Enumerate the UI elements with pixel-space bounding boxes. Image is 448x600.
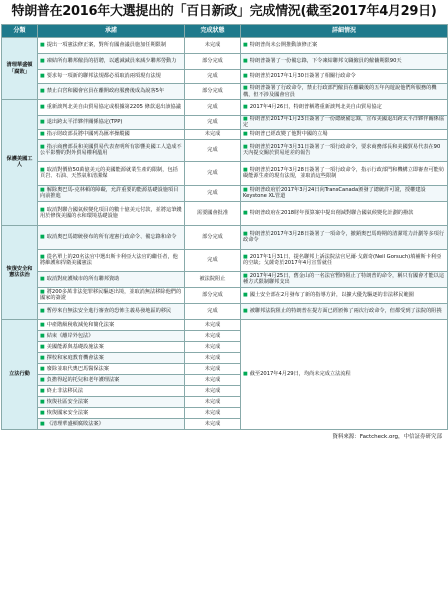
detail-cell xyxy=(241,249,448,271)
bullet-icon: ■ xyxy=(40,343,45,350)
bullet-icon: ■ xyxy=(40,42,45,49)
detail-cell xyxy=(241,225,448,249)
detail-cell xyxy=(241,70,448,84)
bullet-icon: ■ xyxy=(243,104,248,111)
status-cell: 完成 xyxy=(185,185,241,201)
status-cell: 被法院阻止 xyxy=(185,271,241,287)
detail-text: 特朗普尚未公開推動該修正案 xyxy=(249,42,318,49)
promise-cell xyxy=(38,100,185,116)
promise-cell xyxy=(38,363,185,374)
bullet-icon: ■ xyxy=(243,210,248,217)
detail-text: 2017年4月25日，舊金山的一名法官暫時阻止了特朗普的命令，稱只有國會才能以這種方式限制聯邦支出 xyxy=(243,272,445,286)
category-cell: 保護美國工人 xyxy=(2,100,38,226)
table-row xyxy=(2,38,448,54)
detail-text: 特朗普政府於2017年3月24日向TransCanada頒發了總統許可證，授權建設Keystone XL管道 xyxy=(243,186,426,200)
promise-text: 退出跨太平洋夥伴關係協定(TPP) xyxy=(46,119,123,126)
table-row xyxy=(2,116,448,130)
table-row xyxy=(2,70,448,84)
table-row xyxy=(2,161,448,185)
status-cell: 完成 xyxy=(185,100,241,116)
promise-cell xyxy=(38,38,185,54)
status-cell: 部分完成 xyxy=(185,84,241,100)
detail-cell xyxy=(241,54,448,70)
detail-cell xyxy=(241,201,448,225)
table-row xyxy=(2,201,448,225)
bullet-icon: ■ xyxy=(40,73,45,80)
status-cell: 未完成 xyxy=(185,129,241,139)
promise-text: 《清理華盛頓腐敗法案》 xyxy=(46,420,104,427)
status-cell: 未完成 xyxy=(185,319,241,330)
status-cell: 未完成 xyxy=(185,396,241,407)
detail-cell xyxy=(241,116,448,130)
table-row xyxy=(2,287,448,303)
bullet-icon: ■ xyxy=(243,272,248,279)
status-cell: 未完成 xyxy=(185,374,241,385)
promise-cell xyxy=(38,374,185,385)
detail-cell xyxy=(241,271,448,287)
table-row xyxy=(2,54,448,70)
table-row xyxy=(2,139,448,161)
detail-text: 特朗普已經改變了他對中國的立場 xyxy=(249,131,328,138)
bullet-icon: ■ xyxy=(40,409,45,416)
detail-cell xyxy=(241,319,448,429)
bullet-icon: ■ xyxy=(40,365,45,372)
detail-text: 國土安全部在2月發布了新的指導方針，以擴大優先驅逐的非法移民範圍 xyxy=(249,292,414,299)
promise-text: 要求每一項新的聯邦法規都必須取消兩項現有法規 xyxy=(46,73,161,80)
promise-text: 恢復社區安全法案 xyxy=(46,398,89,405)
table-header-row xyxy=(2,25,448,38)
promise-text: 恢復國家安全法案 xyxy=(46,409,89,416)
promise-cell xyxy=(38,396,185,407)
detail-text: 特朗普於2017年3月31日簽署了一項行政命令，要求商務部長和美國貿易代表在90天內提交關於貿易逆差的報告 xyxy=(243,143,441,157)
bullet-icon: ■ xyxy=(40,143,45,150)
detail-cell xyxy=(241,100,448,116)
promise-text: 將200多萬非法犯罪移民驅逐出境，並取消無法移除他們的國家的簽證 xyxy=(40,288,182,302)
promise-cell xyxy=(38,385,185,396)
promise-text: 重新談判北美自由貿易協定或根據第2205 條款退出該協議 xyxy=(46,104,181,111)
table-row xyxy=(2,100,448,116)
detail-cell xyxy=(241,185,448,201)
promise-text: 指示商務部長和美國貿易代表查明所有影響美國工人造成不公平影響的對外貿易權利濫用 xyxy=(40,143,182,157)
bullet-icon: ■ xyxy=(243,85,248,92)
status-cell: 未完成 xyxy=(185,38,241,54)
promise-cell xyxy=(38,319,185,330)
promise-text: 負擔得起的托兒和老年護理法案 xyxy=(46,376,120,383)
detail-text: 特朗普於2017年1月23日簽署了一份總統備忘錄，宣布美國退出跨太平洋夥伴關係協定 xyxy=(243,116,445,129)
detail-text: 特朗普簽署了行政命令，禁止行政部門僱員在離職後的五年內遊說他們所服務的機構，但不涉及國會官員 xyxy=(243,85,437,98)
promise-text: 擇校和家庭教育機會法案 xyxy=(46,354,104,361)
promise-text: 禁止白宮和國會官員在離開政府服務後成為說客5年 xyxy=(46,88,165,95)
promise-text: 提出一項憲法修正案，對所有國會議員施加任期限制 xyxy=(46,42,167,49)
promise-cell xyxy=(38,139,185,161)
detail-text: 特朗普於2017年3月28日簽署了一項行政命令，指示行政部門和機構立即審查可能妨礙能源生產的現有法規，並取消這些限制 xyxy=(243,166,445,180)
promise-cell xyxy=(38,225,185,249)
promise-text: 結束《離岸外包法》 xyxy=(46,332,94,339)
promise-text: 暫停來自無法安全進行審查的恐怖主義易發地區的移民 xyxy=(46,308,172,315)
promise-cell xyxy=(38,271,185,287)
bullet-icon: ■ xyxy=(243,371,248,378)
promise-cell xyxy=(38,201,185,225)
promise-text: 美國能源與基礎設施法案 xyxy=(46,343,104,350)
header-detail: 詳細情況 xyxy=(241,25,448,38)
status-cell: 部分完成 xyxy=(185,54,241,70)
bullet-icon: ■ xyxy=(40,58,45,65)
status-cell: 完成 xyxy=(185,161,241,185)
bullet-icon: ■ xyxy=(243,253,248,260)
promise-cell xyxy=(38,54,185,70)
bullet-icon: ■ xyxy=(40,234,45,241)
status-cell: 未完成 xyxy=(185,330,241,341)
header-status: 完成狀態 xyxy=(185,25,241,38)
promise-cell xyxy=(38,161,185,185)
table-row xyxy=(2,271,448,287)
bullet-icon: ■ xyxy=(243,166,248,173)
promise-cell xyxy=(38,330,185,341)
bullet-icon: ■ xyxy=(40,387,45,394)
bullet-icon: ■ xyxy=(243,292,248,299)
status-cell: 未完成 xyxy=(185,352,241,363)
status-cell: 未完成 xyxy=(185,418,241,429)
status-cell: 部分完成 xyxy=(185,225,241,249)
bullet-icon: ■ xyxy=(40,166,45,173)
category-cell: 清理華盛頓「腐敗」 xyxy=(2,38,38,100)
header-category: 分類 xyxy=(2,25,38,38)
detail-cell xyxy=(241,287,448,303)
promise-text: 凍結所有聯邦僱員的招聘，以遞減減員來減少聯邦勞動力 xyxy=(46,58,177,65)
bullet-icon: ■ xyxy=(243,308,248,315)
header-promise: 承諾 xyxy=(38,25,185,38)
bullet-icon: ■ xyxy=(243,116,248,122)
bullet-icon: ■ xyxy=(40,321,45,328)
promise-text: 解除奧巴馬-克林頓的障礙，允許重要的能源基礎設施項目向前推進 xyxy=(40,186,179,200)
promise-cell xyxy=(38,418,185,429)
detail-cell xyxy=(241,139,448,161)
table-row xyxy=(2,84,448,100)
promise-cell xyxy=(38,303,185,319)
promise-text: 取消對庇護城市的所有聯邦資助 xyxy=(46,276,120,283)
table-row xyxy=(2,319,448,330)
detail-cell xyxy=(241,161,448,185)
bullet-icon: ■ xyxy=(40,119,45,126)
promise-text: 指示財政部長將中國列為匯率操縱國 xyxy=(46,131,130,138)
category-cell: 立法行動 xyxy=(2,319,38,429)
detail-text: 2017年1月31日，提名聯邦上訴法院法官尼爾·戈薩奇(Neil Gorsuch)填補斯卡利亞的空缺；戈薩奇於2017年4月宣誓就任 xyxy=(243,253,442,267)
status-cell: 需要國會批准 xyxy=(185,201,241,225)
bullet-icon: ■ xyxy=(243,143,248,150)
status-cell: 未完成 xyxy=(185,341,241,352)
bullet-icon: ■ xyxy=(243,186,248,193)
promise-cell xyxy=(38,129,185,139)
detail-text: 特朗普簽署了一份備忘錄，下令凍結聯邦文職僱員的僱傭期限90天 xyxy=(249,58,402,65)
detail-text: 截至2017年4月29日，均尚未完成立法流程 xyxy=(249,371,351,378)
promise-cell xyxy=(38,84,185,100)
bullet-icon: ■ xyxy=(40,376,45,383)
status-cell: 完成 xyxy=(185,303,241,319)
bullet-icon: ■ xyxy=(40,104,45,111)
promise-text: 終止非法移民法 xyxy=(46,387,84,394)
bullet-icon: ■ xyxy=(40,308,45,315)
status-cell: 未完成 xyxy=(185,385,241,396)
bullet-icon: ■ xyxy=(40,332,45,339)
promise-cell xyxy=(38,70,185,84)
bullet-icon: ■ xyxy=(40,88,45,95)
detail-cell xyxy=(241,303,448,319)
promise-text: 取消對聯合國氣候變化項目的數十億美元付款，並將這筆錢用於修復美國的水和環境基礎設施 xyxy=(40,206,182,220)
promise-text: 從名單上的20名法官中選出斯卡利亞大法官的繼任者，他將維護和捍衛美國憲法 xyxy=(40,253,178,267)
category-cell: 恢復安全和憲法法治 xyxy=(2,225,38,319)
bullet-icon: ■ xyxy=(243,230,248,237)
table-row xyxy=(2,185,448,201)
promise-text: 廢除並取代奧巴馬醫保法案 xyxy=(46,365,109,372)
bullet-icon: ■ xyxy=(40,131,45,138)
detail-cell xyxy=(241,38,448,54)
table-row xyxy=(2,225,448,249)
detail-cell xyxy=(241,129,448,139)
bullet-icon: ■ xyxy=(40,253,45,260)
source-footer: 資料來源：Factcheck.org，中信証券研究部 xyxy=(332,433,442,440)
status-cell: 完成 xyxy=(185,249,241,271)
bullet-icon: ■ xyxy=(40,276,45,283)
bullet-icon: ■ xyxy=(40,288,45,295)
status-cell: 未完成 xyxy=(185,407,241,418)
bullet-icon: ■ xyxy=(243,131,248,138)
table-row xyxy=(2,249,448,271)
promise-cell xyxy=(38,116,185,130)
table-body xyxy=(2,38,448,430)
bullet-icon: ■ xyxy=(40,186,45,193)
detail-text: 特朗普政府在2018財年預算案中提出削減對聯合國氣候變化計劃的撥款 xyxy=(249,210,414,217)
detail-text: 特朗普於2017年1月30日簽署了相關行政命令 xyxy=(249,73,356,80)
detail-text: 被聯邦法院阻止的特朗普在提方面已經頒佈了兩次行政命令，但都受到了法院的阻撓 xyxy=(249,308,442,315)
promise-table xyxy=(1,24,448,430)
status-cell: 完成 xyxy=(185,139,241,161)
bullet-icon: ■ xyxy=(40,206,45,213)
bullet-icon: ■ xyxy=(40,354,45,361)
promise-text: 中產階級稅收減免和簡化法案 xyxy=(46,321,115,328)
status-cell: 部分完成 xyxy=(185,287,241,303)
table-row xyxy=(2,129,448,139)
promise-cell xyxy=(38,249,185,271)
promise-cell xyxy=(38,341,185,352)
table-row xyxy=(2,303,448,319)
detail-text: 特朗普於2017年3月28日簽署了一項命令，撤銷奧巴馬時期的清潔電力計劃等多項行政命令 xyxy=(243,230,445,244)
page-title: 特朗普在2016年大選提出的「百日新政」完成情況(截至2017年4月29日) xyxy=(11,4,437,19)
status-cell: 完成 xyxy=(185,116,241,130)
promise-cell xyxy=(38,185,185,201)
bullet-icon: ■ xyxy=(40,398,45,405)
bullet-icon: ■ xyxy=(40,420,45,427)
promise-cell xyxy=(38,407,185,418)
bullet-icon: ■ xyxy=(243,42,248,49)
status-cell: 未完成 xyxy=(185,363,241,374)
bullet-icon: ■ xyxy=(243,58,248,65)
promise-text: 取消奧巴馬總統發布的所有違憲行政命令、備忘錄和命令 xyxy=(46,234,177,241)
promise-cell xyxy=(38,287,185,303)
promise-text: 取消對價值50萬億美元的美國能源就業生產的限制，包括頁岩、石油、天然氣和清潔煤 xyxy=(40,166,178,180)
detail-text: 2017年4月26日，特朗普稱將重新談判北美自由貿易協定 xyxy=(249,104,382,111)
status-cell: 完成 xyxy=(185,70,241,84)
detail-cell xyxy=(241,84,448,100)
promise-cell xyxy=(38,352,185,363)
bullet-icon: ■ xyxy=(243,73,248,80)
